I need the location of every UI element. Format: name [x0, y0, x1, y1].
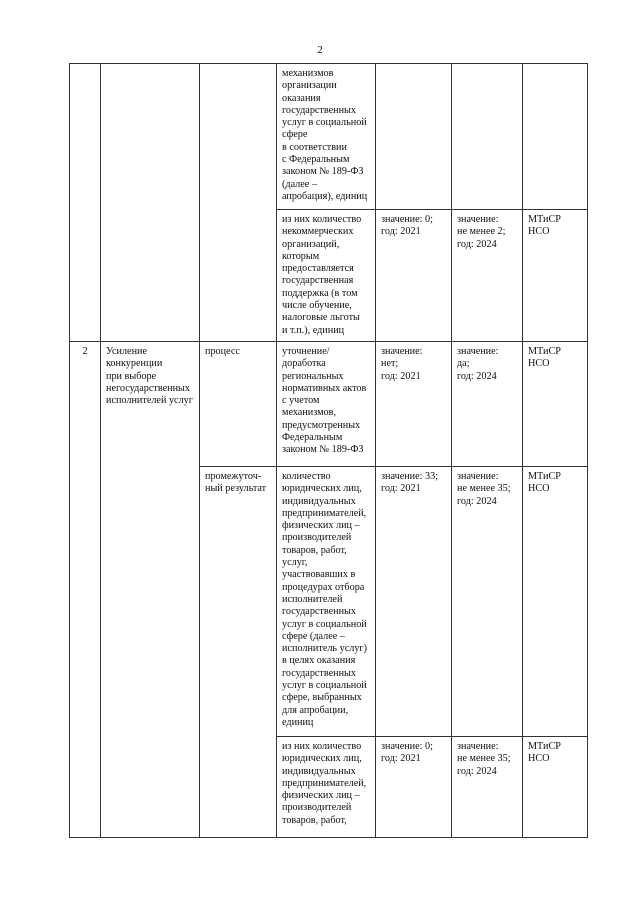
table-row [70, 341, 588, 466]
indicator-type-cell: процесс [200, 341, 277, 466]
target-value-cell: значение: да; год: 2024 [452, 341, 523, 466]
page-number: 2 [317, 44, 323, 56]
target-value-cell: значение: не менее 35; год: 2024 [452, 736, 523, 837]
indicator-cell: механизмов организации оказания государственных услуг в социальной сфере в соответствии с Федеральным законом № 189-ФЗ (далее – апробация), единиц [277, 64, 376, 210]
base-value-cell: значение: 33; год: 2021 [376, 466, 452, 736]
responsible-cell: МТиСР НСО [523, 466, 588, 736]
row-number-cell: 2 [70, 341, 101, 837]
task-cell: Усиление конкуренции при выборе негосударственных исполнителей услуг [101, 341, 200, 837]
indicator-type-cell [200, 64, 277, 342]
table-row [70, 64, 588, 210]
base-value-cell: значение: нет; год: 2021 [376, 341, 452, 466]
indicator-cell: из них количество юридических лиц, индивидуальных предпринимателей, физических лиц – производителей товаров, работ, [277, 736, 376, 837]
indicator-cell: количество юридических лиц, индивидуальных предпринимателей, физических лиц – производителей товаров, работ, услуг, участвовавших в процедурах отбора исполнителей государственных услуг в социальной сфере (далее – исполнитель услуг) в целях оказания государственных услуг в социальной сфере, выбранных для апробации, единиц [277, 466, 376, 736]
indicator-type-cell: промежуточ- ный результат [200, 466, 277, 837]
task-cell [101, 64, 200, 342]
target-value-cell: значение: не менее 2; год: 2024 [452, 210, 523, 342]
target-value-cell: значение: не менее 35; год: 2024 [452, 466, 523, 736]
row-number-cell [70, 64, 101, 342]
indicators-table [69, 63, 588, 838]
responsible-cell [523, 64, 588, 210]
indicator-cell: из них количество некоммерческих организаций, которым предоставляется государственная поддержка (в том числе обучение, налоговые льготы и т.п.), единиц [277, 210, 376, 342]
indicator-cell: уточнение/ доработка региональных нормативных актов с учетом механизмов, предусмотренных Федеральным законом № 189-ФЗ [277, 341, 376, 466]
target-value-cell [452, 64, 523, 210]
base-value-cell: значение: 0; год: 2021 [376, 210, 452, 342]
responsible-cell: МТиСР НСО [523, 210, 588, 342]
responsible-cell: МТиСР НСО [523, 736, 588, 837]
base-value-cell [376, 64, 452, 210]
base-value-cell: значение: 0; год: 2021 [376, 736, 452, 837]
responsible-cell: МТиСР НСО [523, 341, 588, 466]
